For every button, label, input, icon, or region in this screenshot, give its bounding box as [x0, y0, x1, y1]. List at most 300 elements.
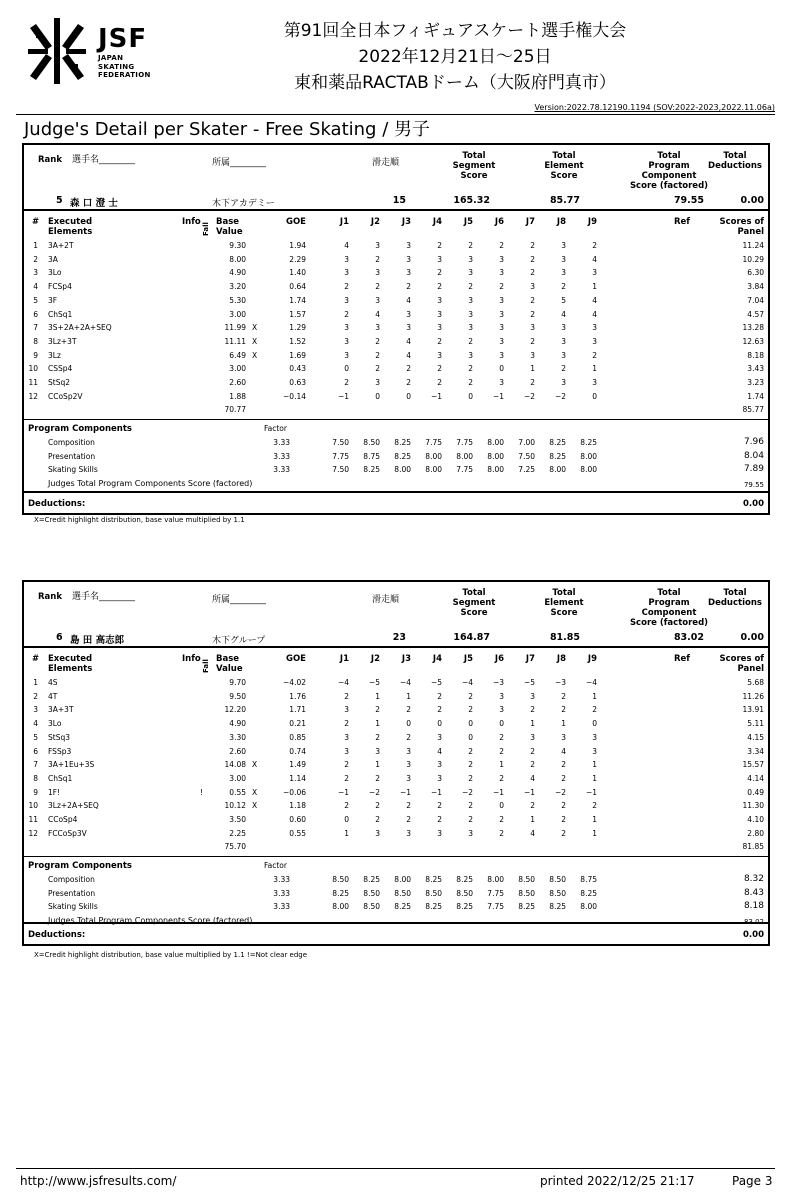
col-judge-6: J6 [494, 217, 504, 227]
judge-score: 2 [406, 378, 411, 387]
element-goe: 1.74 [289, 295, 306, 305]
element-bonus-flag: X [252, 760, 258, 770]
judge-score: 3 [375, 828, 380, 838]
judge-score: 3 [437, 295, 442, 305]
judge-score: 2 [344, 760, 349, 770]
judge-score: 2 [437, 268, 442, 278]
element-goe: 0.21 [289, 719, 306, 729]
judge-score: 2 [375, 364, 380, 374]
judge-score: −5 [523, 678, 535, 687]
component-score: 8.32 [743, 874, 764, 885]
starting-order: 23 [392, 632, 406, 643]
col-judge-7: J7 [525, 217, 535, 227]
component-judge-score: 8.25 [425, 875, 442, 885]
element-code: FCCoSp3V [48, 828, 87, 838]
element-base-value: 3.20 [229, 282, 246, 292]
club-label: 所属________ [212, 595, 267, 605]
col-info: Info [182, 654, 201, 664]
element-number: 8 [33, 336, 38, 346]
element-code: 3Lo [48, 268, 62, 278]
element-row [24, 240, 768, 254]
name-label: 選手名________ [72, 155, 136, 165]
col-judge-6: J6 [494, 654, 504, 664]
element-panel-score: 12.63 [742, 336, 764, 346]
judge-score: 3 [530, 323, 535, 333]
col-goe: GOE [285, 654, 306, 664]
col-judge-4: J4 [432, 654, 442, 664]
judge-score: 2 [375, 705, 380, 715]
element-base-value: 9.30 [229, 241, 246, 250]
judge-score: 3 [592, 323, 597, 333]
judge-score: 4 [592, 295, 597, 305]
element-code: 1F! [48, 787, 61, 797]
judge-score: 3 [437, 323, 442, 333]
component-judge-score: 7.75 [487, 902, 504, 912]
judge-score: 2 [344, 719, 349, 729]
element-code: CSSp4 [48, 364, 73, 374]
judge-score: 1 [592, 282, 597, 292]
col-executed-elements [48, 217, 92, 237]
judge-score: 2 [530, 705, 535, 715]
judge-score: 3 [499, 691, 504, 701]
element-number: 3 [33, 268, 38, 278]
judge-score: 2 [530, 309, 535, 319]
judge-score: 3 [592, 268, 597, 278]
element-panel-score: 11.26 [742, 691, 764, 701]
judge-score: 3 [499, 350, 504, 360]
element-row [24, 828, 768, 842]
element-number: 2 [33, 691, 38, 701]
component-factor: 3.33 [273, 438, 290, 448]
judge-score: 4 [592, 309, 597, 319]
deductions-value: 0.00 [743, 930, 764, 940]
component-judge-score: 8.00 [487, 875, 504, 885]
component-judge-score: 8.25 [363, 875, 380, 885]
total-deductions: 0.00 [740, 195, 764, 206]
judge-score: 2 [468, 691, 473, 701]
order-label: 滑走順 [372, 158, 400, 168]
component-judge-score: 7.75 [487, 888, 504, 898]
legend-note: X=Credit highlight distribution, base value multiplied by 1.1 !=Not clear edge [34, 951, 308, 959]
element-goe: 1.57 [289, 309, 306, 319]
judge-score: 2 [437, 705, 442, 715]
program-components-title: Program Components [28, 424, 132, 435]
judge-score: 3 [437, 773, 442, 783]
element-number: 3 [33, 705, 38, 715]
element-number: 4 [33, 719, 38, 729]
judge-score: 2 [437, 378, 442, 387]
element-row [24, 718, 768, 732]
element-panel-score: 3.43 [747, 364, 764, 374]
col-judge-2: J2 [370, 654, 380, 664]
judge-score: 2 [530, 241, 535, 250]
judge-score: 2 [530, 336, 535, 346]
component-judge-score: 7.50 [332, 465, 349, 475]
judge-score: 2 [468, 746, 473, 756]
component-judge-score: 7.25 [518, 465, 535, 475]
component-judge-score: 8.75 [580, 875, 597, 885]
ded-header [704, 151, 766, 171]
judge-score: 2 [406, 282, 411, 292]
judge-score: 2 [437, 282, 442, 292]
judge-score: 3 [499, 295, 504, 305]
component-judge-score: 8.50 [518, 888, 535, 898]
component-judge-score: 8.50 [363, 902, 380, 912]
element-number: 1 [33, 678, 38, 687]
component-judge-score: 8.00 [487, 465, 504, 475]
element-panel-score: 4.15 [747, 732, 764, 742]
col-judge-3: J3 [401, 217, 411, 227]
element-number: 7 [33, 323, 38, 333]
element-goe: 1.71 [289, 705, 306, 715]
deductions-value: 0.00 [743, 499, 764, 509]
element-base-value: 9.50 [229, 691, 246, 701]
component-judge-score: 8.00 [332, 902, 349, 912]
col-executed-line: Executed [48, 654, 93, 664]
judge-score: 2 [375, 336, 380, 346]
element-code: 3A+1Eu+3S [48, 760, 95, 770]
judge-score: 3 [344, 746, 349, 756]
total-pcs-score: 83.02 [673, 632, 704, 643]
element-goe: −0.06 [283, 787, 306, 797]
factor-label: Factor [264, 424, 287, 434]
judge-score: 3 [561, 732, 566, 742]
component-judge-score: 8.25 [394, 902, 411, 912]
judge-score: −1 [585, 787, 597, 797]
judge-score: 3 [375, 268, 380, 278]
tes-header [534, 588, 594, 618]
judge-score: 0 [468, 719, 473, 729]
judge-score: 3 [344, 323, 349, 333]
judge-score: 1 [499, 760, 504, 770]
component-judge-score: 8.25 [456, 875, 473, 885]
element-goe: 1.69 [289, 350, 306, 360]
element-row [24, 677, 768, 691]
footer-url[interactable]: http://www.jsfresults.com/ [20, 1174, 177, 1188]
element-goe: 1.18 [289, 801, 306, 811]
element-row [24, 350, 768, 364]
judge-score: 3 [437, 309, 442, 319]
judge-score: 2 [592, 350, 597, 360]
version-info: Version:2022.78.12190.1194 (SOV:2022-2023,2022.11.06a) [534, 103, 775, 112]
judge-score: 2 [437, 691, 442, 701]
judge-score: 3 [406, 309, 411, 319]
judge-score: 3 [468, 309, 473, 319]
judge-score: 2 [437, 336, 442, 346]
judge-score: 1 [592, 773, 597, 783]
judge-score: −1 [523, 787, 535, 797]
component-judge-score: 8.50 [518, 875, 535, 885]
judge-score: 3 [375, 746, 380, 756]
element-number: 11 [28, 815, 38, 824]
element-code: ChSq1 [48, 773, 73, 783]
component-name: Composition [48, 875, 95, 885]
tes-header-line: Total [552, 588, 576, 598]
col-judge-9: J9 [587, 654, 597, 664]
judge-score: 3 [437, 254, 442, 264]
col-ref: Ref [674, 217, 691, 227]
element-goe: −4.02 [283, 678, 306, 687]
tes-header-line: Element [544, 161, 584, 171]
component-judge-score: 8.50 [332, 875, 349, 885]
component-judge-score: 8.50 [549, 875, 566, 885]
element-goe: 1.49 [289, 760, 306, 770]
deductions-divider [24, 922, 768, 924]
judge-score: 3 [468, 350, 473, 360]
element-row [24, 295, 768, 309]
element-panel-score: 7.04 [747, 295, 764, 305]
col-base-value [216, 654, 243, 674]
element-row [24, 363, 768, 377]
judge-score: −4 [399, 678, 411, 687]
judge-score: −3 [492, 678, 504, 687]
element-number: 5 [33, 295, 38, 305]
judge-score: 1 [344, 828, 349, 838]
component-judge-score: 8.25 [394, 438, 411, 448]
element-panel-score: 4.57 [747, 309, 764, 319]
judge-score: 3 [375, 295, 380, 305]
element-goe: 1.76 [289, 691, 306, 701]
judge-score: 2 [437, 815, 442, 824]
judge-score: 3 [406, 268, 411, 278]
judge-score: 3 [437, 350, 442, 360]
element-number: 12 [28, 391, 38, 401]
col-judge-5: J5 [463, 654, 473, 664]
component-judge-score: 8.00 [580, 465, 597, 475]
element-base-value: 3.00 [229, 309, 246, 319]
component-judge-score: 8.50 [456, 888, 473, 898]
component-judge-score: 8.25 [580, 888, 597, 898]
judge-score: 1 [530, 719, 535, 729]
skater-club: 木下グループ [212, 636, 266, 646]
judge-score: −4 [337, 678, 349, 687]
col-executed-line: Elements [48, 664, 93, 674]
event-venue: 東和薬品RACTABドーム（大阪府門真市） [294, 73, 616, 93]
skater-name: 森 口 澄 士 [70, 198, 118, 209]
component-judge-score: 8.25 [363, 465, 380, 475]
element-row [24, 377, 768, 391]
judge-score: 2 [499, 815, 504, 824]
tss-header [444, 588, 504, 618]
element-row [24, 732, 768, 746]
component-factor: 3.33 [273, 451, 290, 461]
pc-total-label: Judges Total Program Components Score (factored) [48, 478, 253, 488]
component-judge-score: 7.75 [332, 451, 349, 461]
component-judge-score: 8.00 [425, 465, 442, 475]
judge-score: 1 [592, 364, 597, 374]
component-name: Skating Skills [48, 465, 98, 475]
pcs-header-line: Score (factored) [629, 181, 709, 191]
component-name: Composition [48, 438, 95, 448]
factor-label: Factor [264, 861, 287, 871]
deductions-divider [24, 491, 768, 493]
program-components-title: Program Components [28, 861, 132, 872]
element-number: 9 [33, 350, 38, 360]
component-judge-score: 8.00 [487, 451, 504, 461]
element-base-value: 4.90 [229, 719, 246, 729]
component-judge-score: 8.00 [580, 451, 597, 461]
tes-header-line: Total [552, 151, 576, 161]
judge-score: 2 [530, 760, 535, 770]
judge-score: 3 [561, 378, 566, 387]
footer-page: Page 3 [732, 1174, 773, 1188]
judge-score: 0 [592, 391, 597, 401]
judge-score: 4 [344, 241, 349, 250]
judge-score: 3 [499, 268, 504, 278]
element-base-value: 6.49 [229, 350, 246, 360]
skater-card [22, 580, 770, 946]
element-goe: 0.60 [289, 815, 306, 824]
col-executed-line: Executed [48, 217, 93, 227]
skater-name: 島 田 高志郎 [70, 635, 125, 646]
judge-score: 3 [344, 705, 349, 715]
judge-score: 3 [406, 323, 411, 333]
component-score: 8.43 [743, 887, 764, 898]
judge-score: 2 [437, 364, 442, 374]
col-fall: Fall [202, 222, 210, 236]
judge-score: 3 [561, 268, 566, 278]
element-number: 6 [33, 309, 38, 319]
judge-score: 3 [592, 732, 597, 742]
col-judge-4: J4 [432, 217, 442, 227]
element-panel-score: 5.11 [747, 719, 764, 729]
pcs-header-line: Total [657, 151, 681, 161]
component-factor: 3.33 [273, 465, 290, 475]
element-goe: 1.94 [289, 241, 306, 250]
judge-score: −1 [337, 787, 349, 797]
judge-score: 3 [499, 336, 504, 346]
judge-score: 2 [344, 309, 349, 319]
element-code: CCoSp2V [48, 391, 83, 401]
pc-total-label: Judges Total Program Components Score (factored) [48, 915, 253, 925]
component-judge-score: 8.00 [394, 875, 411, 885]
judge-score: 3 [530, 282, 535, 292]
judge-score: 1 [530, 364, 535, 374]
rank-label: Rank [38, 155, 62, 165]
judge-score: 4 [406, 336, 411, 346]
judge-score: 4 [530, 773, 535, 783]
judge-score: 2 [468, 364, 473, 374]
judge-score: 2 [561, 801, 566, 811]
judge-score: 2 [561, 773, 566, 783]
tss-header-line: Segment [452, 161, 496, 171]
judge-score: 3 [344, 336, 349, 346]
judge-score: 2 [530, 378, 535, 387]
judge-score: 3 [437, 828, 442, 838]
element-bonus-flag: X [252, 323, 258, 333]
pc-total-score: 79.55 [743, 480, 764, 489]
element-panel-score: 11.24 [742, 241, 764, 250]
col-executed-elements [48, 654, 92, 674]
judge-score: 2 [530, 254, 535, 264]
element-base-value: 11.99 [224, 323, 246, 333]
tes-header-line: Score [550, 171, 578, 181]
judge-score: 2 [592, 241, 597, 250]
judge-score: −1 [399, 787, 411, 797]
element-row [24, 759, 768, 773]
judge-score: 3 [375, 378, 380, 387]
judge-score: 2 [592, 705, 597, 715]
judge-score: 2 [375, 815, 380, 824]
judge-score: 3 [437, 732, 442, 742]
element-panel-score: 2.80 [747, 828, 764, 838]
component-score: 7.89 [743, 464, 764, 475]
page-title: Judge's Detail per Skater - Free Skating / 男子 [24, 119, 430, 140]
judge-score: 3 [468, 828, 473, 838]
judge-score: 4 [561, 309, 566, 319]
element-base-value: 3.00 [229, 364, 246, 374]
element-panel-score: 3.84 [747, 282, 764, 292]
tes-header-line: Element [544, 598, 584, 608]
element-row [24, 281, 768, 295]
element-number: 11 [28, 378, 38, 387]
col-base-line: Value [216, 227, 243, 237]
component-judge-score: 8.25 [425, 902, 442, 912]
judge-score: 2 [468, 760, 473, 770]
ded-header-line: Deductions [708, 161, 762, 171]
judge-score: 3 [499, 705, 504, 715]
element-panel-score: 3.23 [747, 378, 764, 387]
judge-score: 4 [406, 350, 411, 360]
judge-score: −2 [554, 787, 566, 797]
judge-score: 2 [344, 773, 349, 783]
judge-score: 2 [406, 815, 411, 824]
element-number: 8 [33, 773, 38, 783]
judge-score: −4 [461, 678, 473, 687]
element-base-value: 9.70 [229, 678, 246, 687]
component-judge-score: 7.00 [518, 438, 535, 448]
col-panel-line: Scores of [719, 217, 764, 227]
judge-score: −5 [430, 678, 442, 687]
judge-score: 3 [406, 760, 411, 770]
judge-score: 2 [499, 773, 504, 783]
element-number: 2 [33, 254, 38, 264]
judge-score: 3 [499, 323, 504, 333]
element-number: 5 [33, 732, 38, 742]
element-code: 3F [48, 295, 58, 305]
tes-header-line: Score [550, 608, 578, 618]
element-base-value: 10.12 [224, 801, 246, 811]
element-panel-score: 6.30 [747, 268, 764, 278]
order-label: 滑走順 [372, 595, 400, 605]
judge-score: 3 [499, 254, 504, 264]
element-panel-score: 15.57 [742, 760, 764, 770]
component-judge-score: 8.25 [549, 451, 566, 461]
component-judge-score: 8.25 [549, 902, 566, 912]
component-judge-score: 8.00 [487, 438, 504, 448]
tss-header-line: Score [460, 171, 488, 181]
jsf-emblem-icon [28, 18, 88, 84]
element-base-value: 2.25 [229, 828, 246, 838]
component-judge-score: 8.50 [549, 888, 566, 898]
component-judge-score: 8.25 [456, 902, 473, 912]
judge-score: −2 [554, 391, 566, 401]
element-number: 1 [33, 241, 38, 250]
judge-score: −1 [492, 391, 504, 401]
element-base-value: 8.00 [229, 254, 246, 264]
pcs-header-line: Score (factored) [629, 618, 709, 628]
pc-divider [24, 856, 768, 857]
element-panel-score: 11.30 [742, 801, 764, 811]
element-code: FSSp3 [48, 746, 72, 756]
element-row [24, 773, 768, 787]
component-factor: 3.33 [273, 888, 290, 898]
judge-score: 3 [406, 241, 411, 250]
judge-score: 2 [344, 282, 349, 292]
element-row [24, 309, 768, 323]
judge-score: 3 [406, 773, 411, 783]
judge-score: 2 [375, 801, 380, 811]
